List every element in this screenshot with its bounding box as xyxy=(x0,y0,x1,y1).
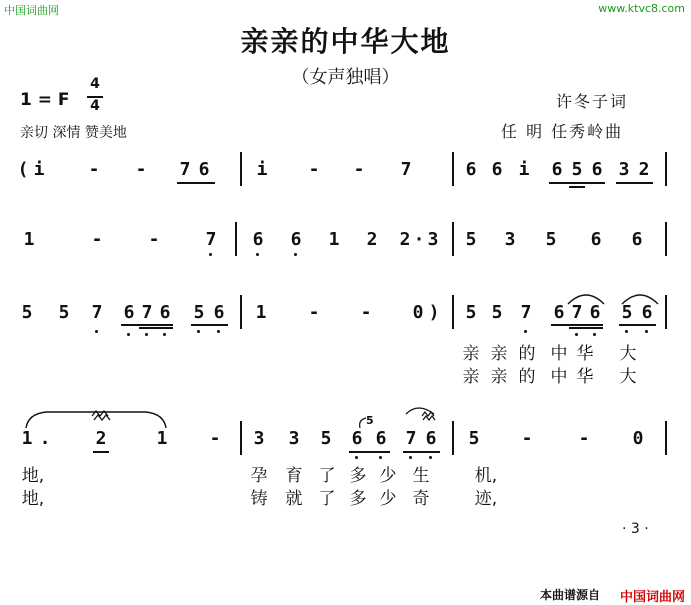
note: 6 xyxy=(465,159,477,180)
underline xyxy=(191,324,228,326)
note: 5 xyxy=(58,302,70,323)
note: 5 xyxy=(193,302,205,323)
dash: - xyxy=(91,229,103,250)
barline xyxy=(240,421,242,455)
note: 6 xyxy=(631,229,643,250)
lyric: 铸 xyxy=(250,489,268,509)
note: 6 xyxy=(198,159,210,180)
note: 3 xyxy=(288,428,300,449)
note: 5 xyxy=(468,428,480,449)
barline xyxy=(665,295,667,329)
lyric: 迹, xyxy=(474,489,498,509)
lyric: 大 xyxy=(619,344,637,364)
lyric: 中 xyxy=(550,367,568,387)
dash: - xyxy=(308,159,320,180)
dash: - xyxy=(353,159,365,180)
barline xyxy=(240,295,242,329)
lyric: 育 xyxy=(285,466,303,486)
footer-site-link[interactable]: 中国词曲网 xyxy=(620,590,686,605)
lyric: 了 xyxy=(318,489,336,509)
note: 2 xyxy=(366,229,378,250)
lyric: 机, xyxy=(474,466,498,486)
dash: - xyxy=(308,302,320,323)
song-subtitle: （女声独唱） xyxy=(291,67,400,88)
note: 5 xyxy=(21,302,33,323)
low-octave-dot xyxy=(145,333,148,336)
note: 1 xyxy=(255,302,267,323)
note: 6 xyxy=(590,229,602,250)
dash: - xyxy=(88,159,100,180)
low-octave-dot xyxy=(625,330,628,333)
lyric: 多 xyxy=(349,489,367,509)
note: 5 xyxy=(571,159,583,180)
underline xyxy=(121,324,173,326)
time-denominator: 4 xyxy=(90,98,100,114)
low-octave-dot xyxy=(127,333,130,336)
underline xyxy=(349,451,390,453)
footer-source-text: 本曲谱源自 xyxy=(540,588,601,602)
note: 1 xyxy=(156,428,168,449)
note: 1 xyxy=(328,229,340,250)
barline xyxy=(452,421,454,455)
low-octave-dot xyxy=(575,333,578,336)
lyric: 多 xyxy=(349,466,367,486)
note: 6 xyxy=(159,302,171,323)
note: 3 xyxy=(504,229,516,250)
barline xyxy=(665,421,667,455)
note: 5 xyxy=(320,428,332,449)
rest: 0 xyxy=(412,302,424,323)
note: 1 xyxy=(23,229,35,250)
note: 6 xyxy=(290,229,302,250)
closing-parenthesis: ) xyxy=(428,302,440,323)
composer-credit: 任 明 任秀岭曲 xyxy=(501,122,624,141)
underline xyxy=(93,451,109,453)
note: 7 xyxy=(205,229,217,250)
underline-double xyxy=(569,327,603,329)
note: 6 xyxy=(123,302,135,323)
lyric: 中 xyxy=(550,344,568,364)
lyric: 了 xyxy=(318,466,336,486)
low-octave-dot xyxy=(645,330,648,333)
low-octave-dot xyxy=(256,253,259,256)
lyric: 地, xyxy=(21,489,45,509)
low-octave-dot xyxy=(294,253,297,256)
augmentation-dot: · xyxy=(413,229,425,250)
underline xyxy=(619,324,656,326)
time-numerator: 4 xyxy=(90,76,100,92)
note: 2 xyxy=(399,229,411,250)
grace-note: 5 xyxy=(366,414,374,427)
low-octave-dot xyxy=(197,330,200,333)
watermark-left: 中国词曲网 xyxy=(4,4,59,17)
page-number: · 3 · xyxy=(622,521,649,537)
song-title: 亲亲的中华大地 xyxy=(240,25,451,58)
barline xyxy=(240,152,242,186)
lyric: 生 xyxy=(412,466,430,486)
dash: - xyxy=(578,428,590,449)
note: 6 xyxy=(491,159,503,180)
note: 6 xyxy=(213,302,225,323)
note: 6 xyxy=(591,159,603,180)
underline xyxy=(177,182,215,184)
underline-double xyxy=(139,327,173,329)
lyric: 亲 xyxy=(462,367,480,387)
note: 7 xyxy=(141,302,153,323)
note: i xyxy=(256,159,268,180)
low-octave-dot xyxy=(163,333,166,336)
note: 5 xyxy=(465,302,477,323)
tempo-marking: 亲切 深情 赞美地 xyxy=(20,125,127,141)
note: 7 xyxy=(405,428,417,449)
lyric: 亲 xyxy=(490,344,508,364)
key-signature: 1 = F xyxy=(20,90,70,110)
dash: - xyxy=(209,428,221,449)
augmentation-dot: . xyxy=(39,428,51,449)
note: 6 xyxy=(641,302,653,323)
watermark-right: www.ktvc8.com xyxy=(598,2,685,15)
barline xyxy=(665,222,667,256)
underline xyxy=(549,182,605,184)
dash: - xyxy=(135,159,147,180)
low-octave-dot xyxy=(593,333,596,336)
note: 7 xyxy=(520,302,532,323)
lyric: 亲 xyxy=(490,367,508,387)
note: 3 xyxy=(618,159,630,180)
dash: - xyxy=(360,302,372,323)
underline-double xyxy=(569,186,585,188)
lyric: 大 xyxy=(619,367,637,387)
lyric: 就 xyxy=(285,489,303,509)
note: 6 xyxy=(589,302,601,323)
note: 5 xyxy=(621,302,633,323)
barline xyxy=(452,295,454,329)
low-octave-dot xyxy=(524,330,527,333)
barline xyxy=(235,222,237,256)
lyric: 亲 xyxy=(462,344,480,364)
grace-slur-and-ornament xyxy=(356,400,446,430)
note: 5 xyxy=(545,229,557,250)
note: 6 xyxy=(375,428,387,449)
barline xyxy=(452,222,454,256)
note: 7 xyxy=(91,302,103,323)
note: 6 xyxy=(252,229,264,250)
lyric: 孕 xyxy=(250,466,268,486)
note: 6 xyxy=(551,159,563,180)
low-octave-dot xyxy=(95,330,98,333)
barline xyxy=(665,152,667,186)
dash: - xyxy=(148,229,160,250)
low-octave-dot xyxy=(429,456,432,459)
dash: - xyxy=(521,428,533,449)
note: i xyxy=(518,159,530,180)
low-octave-dot xyxy=(217,330,220,333)
lyric: 的 xyxy=(518,367,536,387)
note: i xyxy=(33,159,45,180)
lyric: 奇 xyxy=(412,489,430,509)
note: 7 xyxy=(179,159,191,180)
note: 2 xyxy=(95,428,107,449)
note: 1 xyxy=(21,428,33,449)
underline xyxy=(403,451,440,453)
low-octave-dot xyxy=(209,253,212,256)
underline xyxy=(551,324,603,326)
underline xyxy=(616,182,653,184)
opening-parenthesis: ( xyxy=(17,159,29,180)
note: 3 xyxy=(253,428,265,449)
note: 6 xyxy=(425,428,437,449)
lyricist-credit: 许冬子词 xyxy=(556,92,629,111)
barline xyxy=(452,152,454,186)
slur-marks xyxy=(560,284,670,306)
lyric: 少 xyxy=(379,466,397,486)
note: 7 xyxy=(400,159,412,180)
note: 6 xyxy=(553,302,565,323)
note: 3 xyxy=(427,229,439,250)
rest: 0 xyxy=(632,428,644,449)
note: 7 xyxy=(571,302,583,323)
lyric: 少 xyxy=(379,489,397,509)
lyric: 华 xyxy=(576,344,594,364)
low-octave-dot xyxy=(409,456,412,459)
note: 5 xyxy=(465,229,477,250)
low-octave-dot xyxy=(355,456,358,459)
lyric: 华 xyxy=(576,367,594,387)
note: 2 xyxy=(638,159,650,180)
note: 5 xyxy=(491,302,503,323)
note: 6 xyxy=(351,428,363,449)
low-octave-dot xyxy=(379,456,382,459)
lyric: 地, xyxy=(21,466,45,486)
lyric: 的 xyxy=(518,344,536,364)
